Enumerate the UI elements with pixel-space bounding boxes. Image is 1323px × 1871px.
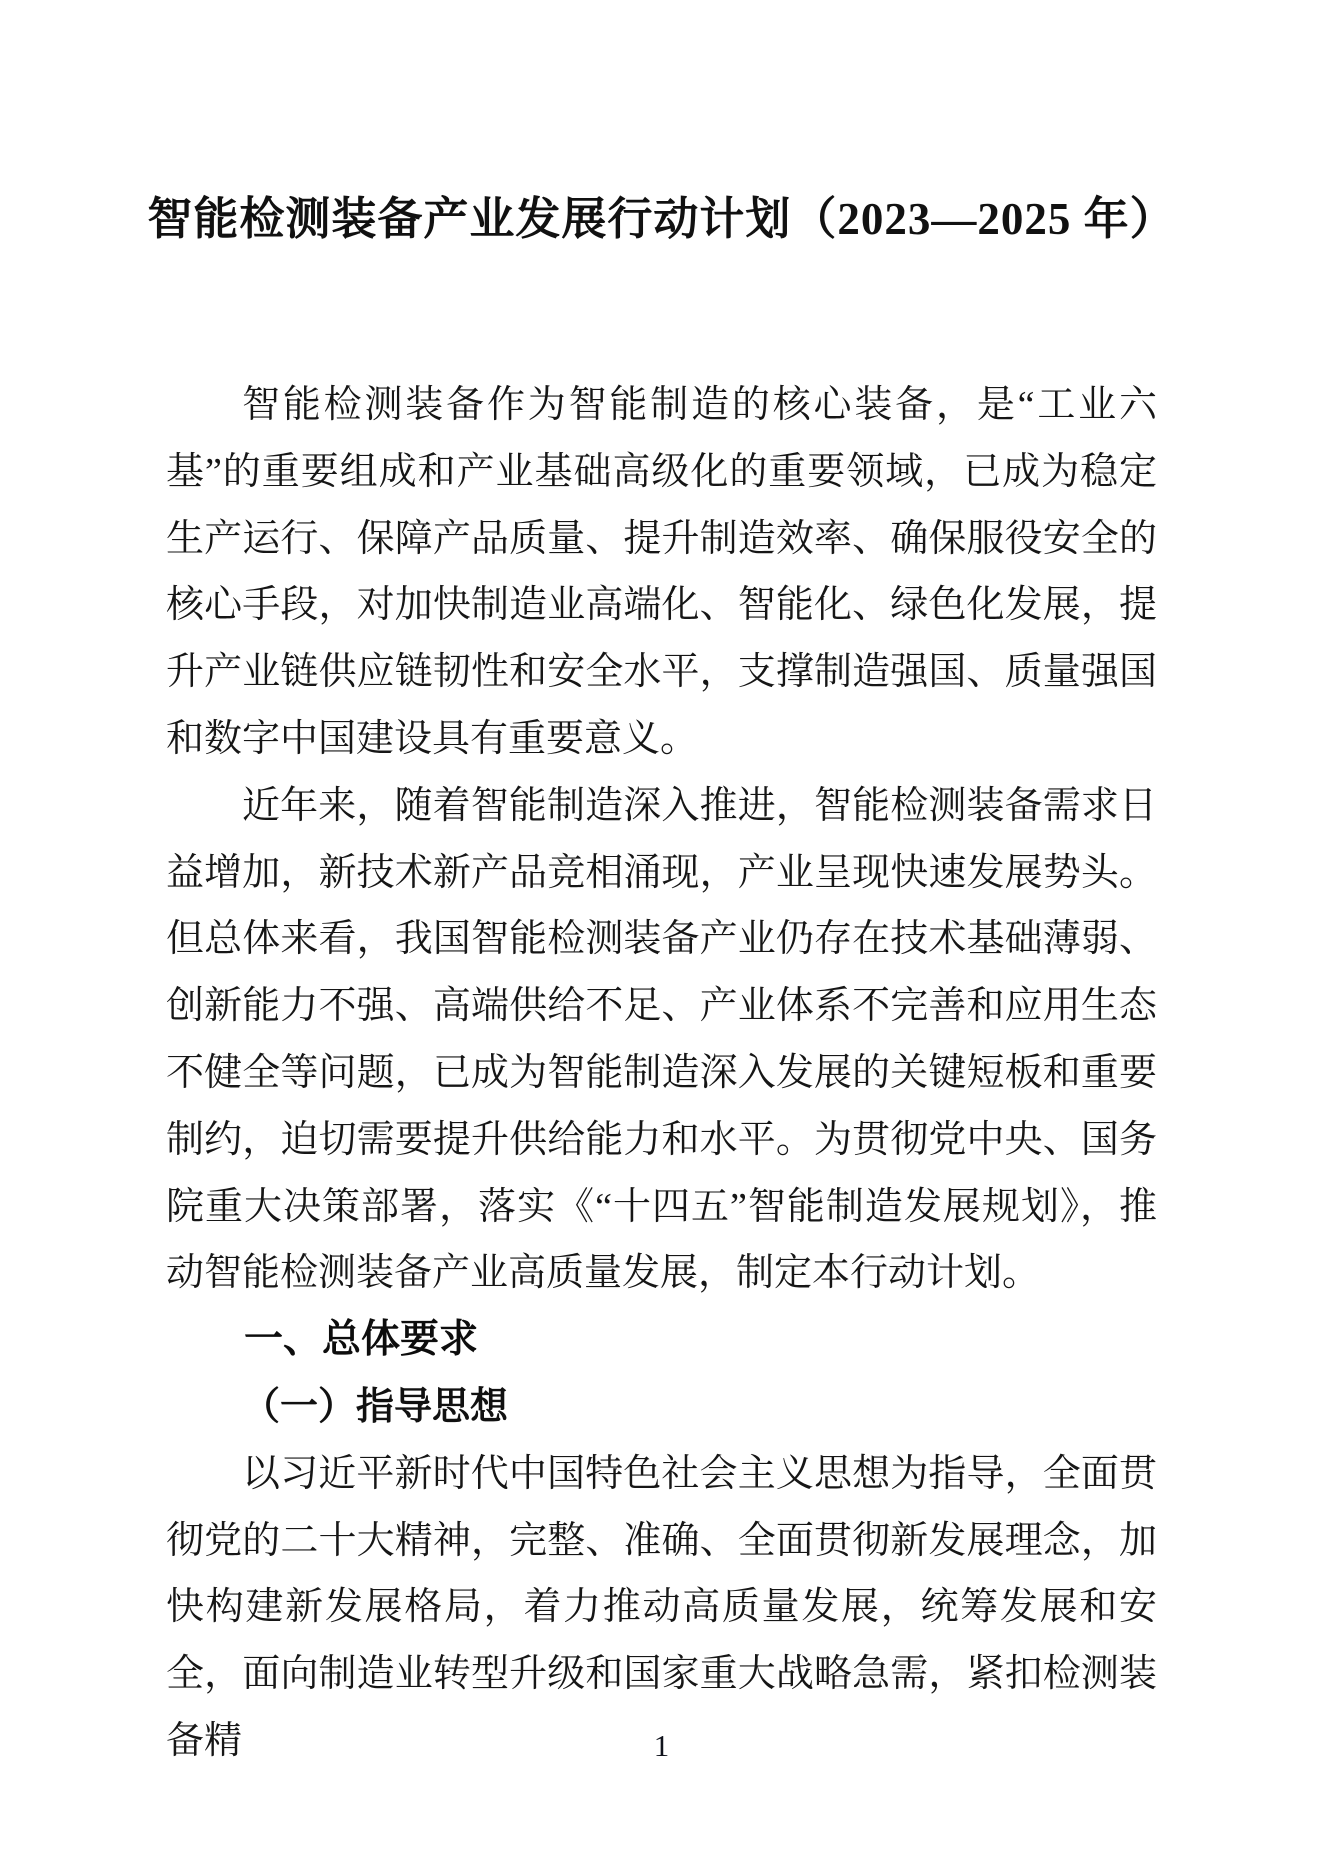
- document-body: [166, 372, 1157, 1775]
- section-heading-overall-requirements: 一、总体要求: [244, 1318, 479, 1362]
- paragraph-background: 近年来，随着智能制造深入推进，智能检测装备需求日益增加，新技术新产品竞相涌现，产业呈现快速发展势头。但总体来看，我国智能检测装备产业仍存在技术基础薄弱、创新能力不强、高端供给不足、产业体系不完善和应用生态不健全等问题，已成为智能制造深入发展的关键短板和重要制约，迫切需要提升供给能力和水平。为贯彻党中央、国务院重大决策部署，落实《“十四五”智能制造发展规划》，推动智能检测装备产业高质量发展，制定本行动计划。: [166, 784, 1157, 1295]
- paragraph-intro: 智能检测装备作为智能制造的核心装备，是“工业六基”的重要组成和产业基础高级化的重要领域，已成为稳定生产运行、保障产品质量、提升制造效率、确保服役安全的核心手段，对加快制造业高端化、智能化、绿色化发展，提升产业链供应链韧性和安全水平，支撑制造强国、质量强国和数字中国建设具有重要意义。: [166, 384, 1157, 760]
- document-title: 智能检测装备产业发展行动计划（2023—2025 年）: [147, 194, 1176, 244]
- subsection-heading-guiding-ideology: （一）指导思想: [242, 1385, 509, 1428]
- paragraph-guiding-ideology: 以习近平新时代中国特色社会主义思想为指导，全面贯彻党的二十大精神，完整、准确、全面贯彻新发展理念，加快构建新发展格局，着力推动高质量发展，统筹发展和安全，面向制造业转型升级和国家重大战略急需，紧扣检测装备精: [166, 1452, 1157, 1762]
- page-number: 1: [653, 1728, 670, 1763]
